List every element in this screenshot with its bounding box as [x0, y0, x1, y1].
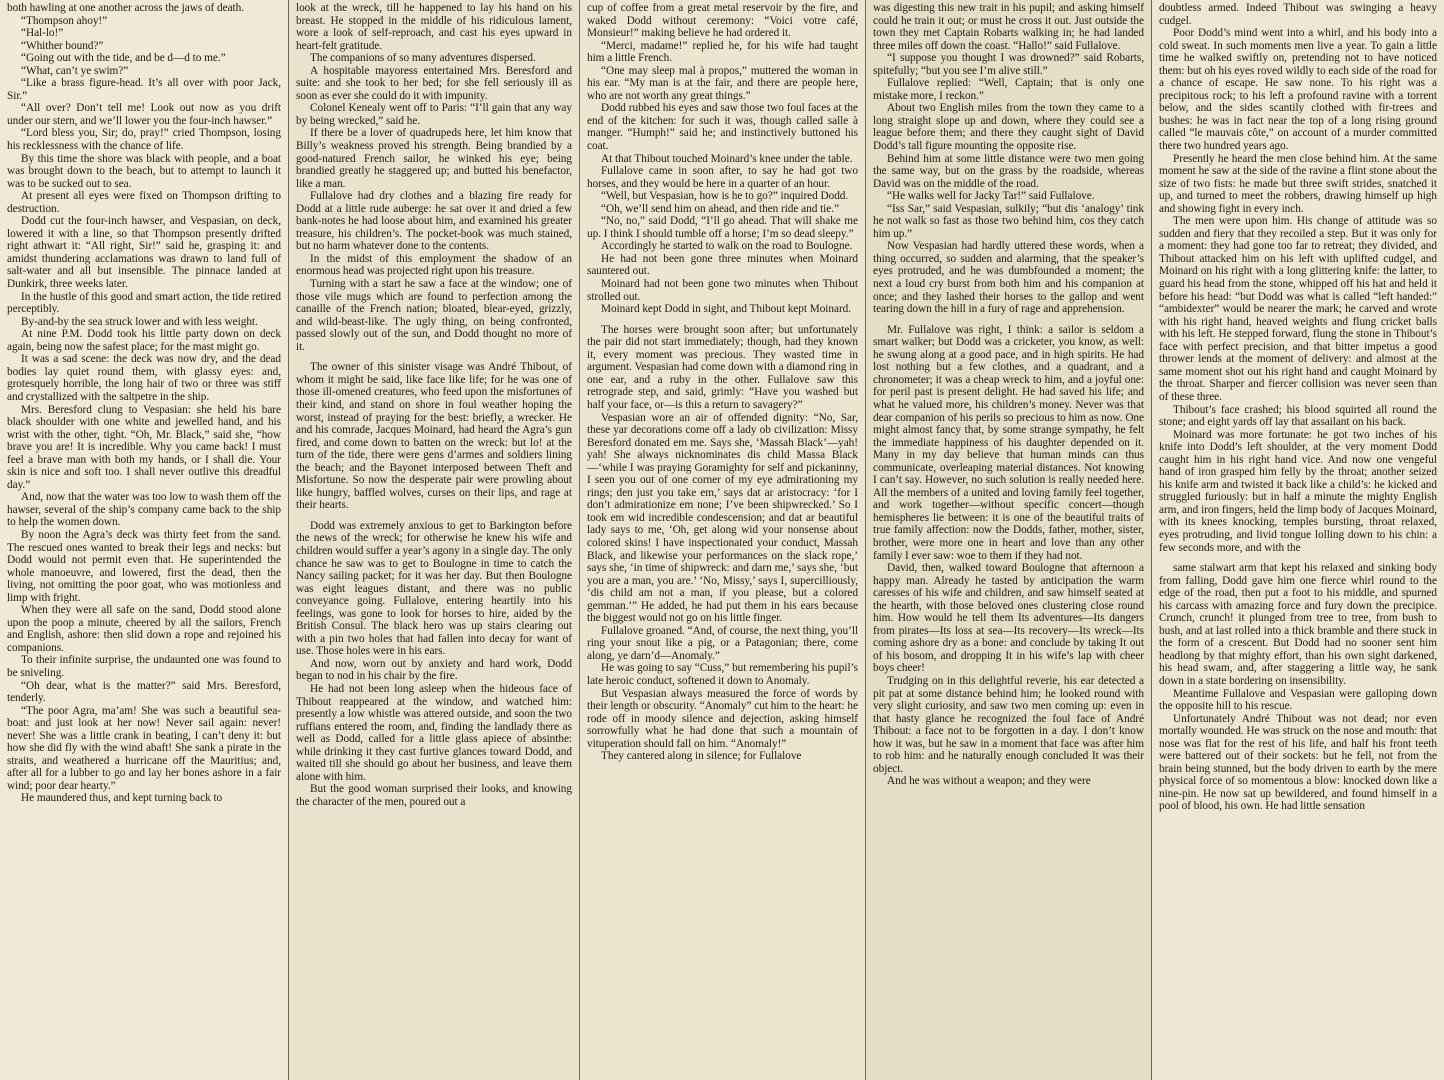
article-paragraph: “One may sleep mal à propos,” muttered the woman in his ear. “My man is at the fair, and there are people here, who are not worth any great things.”: [587, 64, 858, 102]
article-paragraph: And now, worn out by anxiety and hard work, Dodd began to nod in his chair by the fire.: [296, 657, 572, 683]
article-paragraph: “Whither bound?”: [21, 39, 104, 52]
article-paragraph: By this time the shore was black with people, and a boat was brought down to the beach, but to attempt to launch it was to be sucked out to sea.: [7, 152, 281, 190]
article-paragraph: At that Thibout touched Moinard’s knee under the table.: [601, 152, 853, 165]
article-paragraph: In the midst of this employment the shadow of an enormous head was projected right upon his treasure.: [296, 252, 572, 278]
article-paragraph: look at the wreck, till he happened to lay his hand on his breast. He stopped in the middle of his ridiculous lament, wore a look of self-reproach, and cast his eyes upward in heart-felt gratitude.: [296, 2, 572, 52]
article-paragraph: “Like a brass figure-head. It’s all over with poor Jack, Sir.”: [7, 77, 281, 102]
article-paragraph: Turning with a start he saw a face at the window; one of those vile mugs which are found to perfection among the canaille of the French nation; bloated, blear-eyed, grizzly, and wild-beast-like. The ugly thing, on being confronted, passed slowly out of the sun, and Dodd thought no more of it.: [296, 278, 572, 353]
article-paragraph: Fullalove replied: “Well, Captain; that is only one mistake more, I reckon.”: [873, 77, 1144, 102]
article-paragraph: He maundered thus, and kept turning back to: [21, 792, 223, 805]
column-5: [1152, 0, 1444, 1080]
article-paragraph: It was a sad scene: the deck was now dry, and the dead bodies lay quiet round them, with glassy eyes: and, grotesquely horrible, the long hair of two or three was stiff and crystallized with the saltpetre in the ship.: [7, 353, 281, 403]
article-paragraph: both hawling at one another across the jaws of death.: [7, 2, 245, 14]
article-paragraph: Fullalove came in soon after, to say he had got two horses, and they would be here in a quarter of an hour.: [587, 165, 858, 190]
article-paragraph: David, then, walked toward Boulogne that afternoon a happy man. Already he tasted by anticipation the warm caresses of his wife and children, and saw himself seated at the hearth, with those beloved ones clustering close round him. How would he tell them Its adventures—Its dangers from pirates—Its loss at sea—Its recovery—Its wreck—Its coming ashore dry as a bone: and conclude by taking It out of his bosom, and dropping It in his wife’s lap with cheer boys cheer!: [873, 562, 1144, 675]
column-2: [289, 0, 579, 1080]
article-paragraph: “Merci, madame!” replied he, for his wife had taught him a little French.: [587, 39, 858, 65]
article-paragraph: To their infinite surprise, the undaunted one was found to be sniveling.: [7, 654, 281, 679]
article-paragraph: “Lord bless you, Sir; do, pray!” cried Thompson, losing his recklessness with the chance of life.: [7, 127, 281, 153]
section-gap: [587, 316, 858, 324]
article-paragraph: Mrs. Beresford clung to Vespasian: she held his bare black shoulder with one white and jewelled hand, and his wrist with the other, tight. “Oh, Mr. Black,” said she, “how brave you are! It is incredible. Why you came back! I must feel a brave man with both my hands, or I shall die. Your skin is nice and soft too. I shall never outlive this dreadful day.”: [7, 403, 281, 491]
article-paragraph: The owner of this sinister visage was André Thibout, of whom it might be said, like face like life; for he was one of those ill-omened creatures, who feed upon the misfortunes of their kind, and stand on shore in foul weather hoping the worst, instead of praying for the best: briefly, a wrecker. He and his comrade, Jacques Moinard, had heard the Agra’s gun fired, and come down to batten on the wreck: but lo! at the turn of the tide, there were gens d’armes and soldiers lining the beach; and the Bayonet interposed between Theft and Misfortune. So now the desperate pair were prowling about like hungry, baffled wolves, curses on their lips, and rage at their hearts.: [296, 361, 572, 512]
article-paragraph: Moinard kept Dodd in sight, and Thibout kept Moinard.: [601, 303, 852, 316]
article-paragraph: About two English miles from the town they came to a long straight slope up and down, where they could see a league before them; and there they caught sight of David Dodd’s tall figure mounting the opposite rise.: [873, 102, 1144, 153]
article-paragraph: And he was without a weapon; and they were: [887, 775, 1091, 788]
article-paragraph: By-and-by the sea struck lower and with less weight.: [21, 315, 258, 328]
article-paragraph: Fullalove groaned. “And, of course, the next thing, you’ll ring your snout like a pig, or a Patagonian; there, come along, ye darn’d—Anomaly.”: [587, 624, 858, 662]
article-paragraph: “What, can’t ye swim?”: [21, 64, 129, 77]
article-paragraph: If there be a lover of quadrupeds here, let him know that Billy’s weakness proved his strength. Being brandied by a good-natured French sailor, he winked his eye; being brandied greatly he staggered up; and butted his benefactor, like a man.: [296, 127, 572, 190]
article-paragraph: Moinard was more fortunate: he got two inches of his knife into Dodd’s left shoulder, at the very moment Dodd caught him in his right hand vice. And now one vengeful hand of iron grasped him felly by the throat; another seized his knife arm and twisted it back like a child’s: he kicked and struggled furiously: but in half a minute the mighty English arm, and iron fingers, held the limp body of Jacques Moinard, with its knees knocking, temples bursting, throat relaxed, eyes protruding, and livid tongue lolling down to his chin: a few seconds more, and with the: [1159, 428, 1437, 554]
column-3: [580, 0, 865, 1080]
article-paragraph: Dodd rubbed his eyes and saw those two foul faces at the end of the kitchen: for such it was, though called salle à manger. “Humph!” said he; and instinctively buttoned his coat.: [587, 102, 858, 153]
article-paragraph: Dodd was extremely anxious to get to Barkington before the news of the wreck; for otherwise he knew his wife and children would suffer a year’s agony in a single day. The only chance he saw was to get to Boulogne in time to catch the Nancy sailing packet; for it was her day. But then Boulogne was eight leagues distant, and there was no public conveyance going. Fullalove, entering heartily into his feelings, was gone to look for horses to hire, aided by the British Consul. The black hero was up stairs clearing out with a pin two holes that had fallen into decay for want of use. Those holes were in his ears.: [296, 519, 573, 658]
article-paragraph: “Iss Sar,” said Vespasian, sulkily; “but dis ‘analogy’ tink he not walk so fast as those two behind him, cos they catch him up.”: [873, 202, 1144, 240]
article-paragraph: Behind him at some little distance were two men going the same way, but on the grass by the roadside, whereas David was on the middle of the road.: [873, 152, 1144, 190]
article-paragraph: The companions of so many adventures dispersed.: [310, 52, 536, 65]
article-paragraph: Moinard had not been gone two minutes when Thibout strolled out.: [587, 278, 858, 303]
article-paragraph: He had not been long asleep when the hideous face of Thibout reappeared at the window, and watched him: presently a low whistle was attered outside, and soon the two ruffians entered the room, and, finding the landlady there as well as Dodd, called for a little glass apiece of absinthe: while drinking it they cast furtive glances toward Dodd, and waited till she should go about her business, and leave them alone with him.: [296, 682, 572, 783]
article-paragraph: And, now that the water was too low to wash them off the hawser, several of the ship’s company came back to the ship to help the women down.: [7, 491, 281, 529]
column-1: [0, 0, 288, 1080]
article-paragraph: A hospitable mayoress entertained Mrs. Beresford and suite: and she took to her bed; for she fell seriously ill as soon as ever she could do it with impunity.: [296, 64, 572, 102]
article-paragraph: “He walks well for Jacky Tar!” said Fullalove.: [887, 190, 1095, 203]
article-paragraph: Dodd cut the four-inch hawser, and Vespasian, on deck, lowered it with a line, so that Thompson presently drifted right athwart it: “All right, Sir!” said he, grasping it: and amidst thundering acclamations was drawn to land full of salt-water and all but insensible. The pinnace landed at Dunkirk, three weeks later.: [7, 215, 281, 291]
article-paragraph: Accordingly he started to walk on the road to Boulogne.: [601, 240, 853, 253]
article-paragraph: They cantered along in silence; for Fullalove: [601, 750, 802, 763]
article-paragraph: The horses were brought soon after; but unfortunately the pair did not start immediately; though, had they known it, every moment was precious. They wasted time in argument. Vespasian had come down with a diamond ring in one ear, and a ruby in the other. Fullalove saw this retrograde step, and said, grimly: “Have you washed but half your face, or—is this a return to savagery?”: [587, 323, 858, 411]
article-paragraph: “Hal-lo!”: [21, 27, 64, 40]
article-paragraph: He was going to say “Cuss,” but remembering his pupil’s late heroic conduct, softened it down to Anomaly.: [587, 662, 858, 687]
article-paragraph: Trudging on in this delightful reverie, his ear detected a pit pat at some distance behind him; he looked round with very slight curiosity, and saw two men coming up: even in that hasty glance he recognized the foul face of André Thibout: a face not to be forgotten in a day. I don’t know how it was, but he saw in a moment that face was after him to rob him: and he naturally enough concluded It was their object.: [873, 674, 1144, 775]
article-paragraph: In the hustle of this good and smart action, the tide retired perceptibly.: [7, 290, 281, 316]
article-paragraph: “Going out with the tide, and be d—d to me.”: [21, 52, 226, 65]
article-paragraph: He had not been gone three minutes when Moinard sauntered out.: [587, 252, 858, 278]
article-paragraph: But the good woman surprised their looks, and knowing the character of the men, poured out a: [296, 783, 572, 808]
article-paragraph: “Oh dear, what is the matter?” said Mrs. Beresford, tenderly.: [7, 679, 281, 705]
article-paragraph: At present all eyes were fixed on Thompson drifting to destruction.: [7, 190, 281, 215]
article-paragraph: Poor Dodd’s mind went into a whirl, and his body into a cold sweat. In such moments men live a year. To gain a little time he walked swiftly on, pretending not to have noticed them: but oh his eyes roved wildly to each side of the road for a chance of escape. He saw none. To his right was a precipitous rock; to his left a profound ravine with a torrent below, and the sides scantily clothed with fir-trees and bushes: he was in fact near the top of a long rising ground called “le mauvais côte,” on account of a murder committed there two hundred years ago.: [1159, 27, 1437, 153]
section-gap: [296, 512, 572, 520]
article-paragraph: Thibout’s face crashed; his blood squirted all round the stone; and eight yards off lay that assailant on his back.: [1159, 403, 1437, 429]
article-paragraph: “Oh, we’ll send him on ahead, and then ride and tie.”: [601, 202, 839, 215]
section-gap: [296, 353, 572, 361]
article-paragraph: “All over? Don’t tell me! Look out now as you drift under our stern, and we’ll lower you the four-inch hawser.”: [7, 102, 281, 127]
article-paragraph: “Thompson ahoy!”: [21, 14, 108, 27]
article-paragraph: When they were all safe on the sand, Dodd stood alone upon the poop a minute, cheered by all the sailors, French and English, ashore: then slid down a rope and rejoined his companions.: [7, 604, 281, 654]
article-paragraph: Meantime Fullalove and Vespasian were galloping down the opposite hill to his rescue.: [1159, 687, 1437, 713]
article-paragraph: The men were upon him. His change of attitude was so sudden and fiery that they recoiled a step. But it was only for a moment: they had gone too far to retreat; they divided, and Thibout attacked him on his left with uplifted cudgel, and Moinard on his right with a long glittering knife: the latter, to guard his head from the stone, whipped off his hat and held it before his head: “but Dodd was what is called “left handed:” “ambidexter” would be nearer the mark; he carved and wrote with his right hand, heaved weights and flung cricket balls with his left. He stepped forward, flung the stone in Thibout’s face with perfect precision, and that bitter impetus a good thrower lends at the moment of delivery: and almost at the same moment shot out his right hand and caught Moinard by the throat. Sharper and fiercer collision was never seen than of these three.: [1159, 215, 1437, 403]
section-gap: [1159, 554, 1437, 562]
article-paragraph: But Vespasian always measured the force of words by their length or obscurity. “Anomaly” cut him to the heart: he rode off in moody silence and dejection, asking himself sorrowfully what he had done that such a mountain of vituperation should fall on him. “Anomaly!”: [587, 687, 858, 750]
article-paragraph: doubtless armed. Indeed Thibout was swinging a heavy cudgel.: [1159, 2, 1437, 27]
article-paragraph: “Well, but Vespasian, how is he to go?” inquired Dodd.: [601, 190, 849, 203]
article-paragraph: cup of coffee from a great metal reservoir by the fire, and waked Dodd without ceremony: “Voici votre café, Monsieur!” making believe he had ordered it.: [587, 2, 858, 40]
article-paragraph: “The poor Agra, ma’am! She was such a beautiful sea-boat: and just look at her now! Never sail again: never! never! She was a little crank in beating, I can’t deny it: but how she did fly with the wind abaft! She sank a pirate in the straits, and weathered a hurricane off the Mauritius; and, after all for a lubber to go and lay her bones ashore in a fair wind; poor dear hearty.”: [7, 704, 281, 792]
article-paragraph: Unfortunately André Thibout was not dead; nor even mortally wounded. He was struck on the nose and mouth: that nose was flat for the rest of his life, and half his front teeth were battered out of their sockets: but he fell, not from the brain being stunned, but the body driven to earth by the mere physical force of so momentous a blow: knocked down like a nine-pin. He now sat up bewildered, and found himself in a pool of blood, his own. He had little sensation: [1159, 712, 1437, 813]
section-gap: [873, 316, 1144, 324]
article-paragraph: Now Vespasian had hardly uttered these words, when a thing occurred, so sudden and alarming, that the speaker’s eyes protruded, and he was dumbfounded a moment; the next a loud cry burst from both him and his companion at once; and they lashed their horses to the gallop and went tearing down the hill in a fury of rage and apprehension.: [873, 240, 1144, 316]
article-paragraph: same stalwart arm that kept his relaxed and sinking body from falling, Dodd gave him one fierce whirl round to the edge of the road, then put a foot to his middle, and spurned his carcass with amazing force and fury down the precipice. Crunch, crunch! it plunged from tree to tree, from bush to bush, and at last rolled into a thick bramble and there stuck in the form of a crescent. But Dodd had no sooner sent him headlong by that mighty effort, than his own sight darkened, his head swam, and, after staggering a little way, he sank down in a state bordering on insensibility.: [1159, 562, 1437, 687]
article-paragraph: Mr. Fullalove was right, I think: a sailor is seldom a smart walker; but Dodd was a cricketer, you know, as well: he swung along at a good pace, and in high spirits. He had lost nothing but a few clothes, and a quadrant, and a chronometer; it was a cheap wreck to him, and a joyful one: for peril past is present delight. He had saved his life; and what he valued more, his children’s money. Never was that dear companion of his perils so precious to him as now. One might almost fancy that, by some strange sympathy, he felt the immediate happiness of his daughter depended on it. Many in my day believe that human minds can thus communicate, overleaping material distances. Not knowing I can’t say. However, no such solution is really needed here. All the members of a united and loving family feel together, and work together—without specific concert—though hemispheres lie between: it is one of the beautiful traits of true family affection: now the Dodds, father, mother, sister, brother, were more one in heart and love than any other family I ever saw: woe to them if they had not.: [873, 323, 1144, 562]
article-paragraph: By noon the Agra’s deck was thirty feet from the sand. The rescued ones wanted to break their legs and necks: but Dodd would not permit even that. He superintended the whole manoeuvre, and lowered, first the dead, then the living, not omitting the poor goat, who was motionless and limp with fright.: [7, 528, 281, 604]
article-paragraph: Colonel Kenealy went off to Paris: “I’ll gain that any way by being wrecked,” said he.: [296, 102, 572, 127]
article-paragraph: was digesting this new trait in his pupil; and asking himself could he train it out; or must he cross it out. Just outside the town they met Captain Robarts walking in; he had landed three miles off down the coast. “Hallo!” said Fullalove.: [873, 2, 1144, 52]
article-paragraph: Presently he heard the men close behind him. At the same moment he saw at the side of the ravine a flint stone about the size of two fists: he made but three swift strides, snatched it up, and turned to meet the robbers, drawing himself up high and showing fight in every inch.: [1159, 152, 1437, 215]
column-4: [866, 0, 1151, 1080]
article-paragraph: Vespasian wore an air of offended dignity: “No, Sar, these yar decorations come off a lady ob civilization: Missy Beresford donated em me. Says she, ‘Massah Black’—yah! yah! She always nicknominates dis child Massa Black—‘while I was praying Goramighty for self and pickaninny, I seen you out of one corner of my eye admirationing my rings; den just you take em,’ says dat ar aristocracy: ‘for I don’t admirationize em none; I’ve been shipwrecked.’ So I took em wid incredible condescension; and dat ar beautiful lady says to me, ‘Oh, get along wid your nonsense about colored skins! I have inspectionated your conduct, Massah Black, and likewise your performances on the slack rope,’ says she, ‘in time of shipwreck: and darn me,’ says she, ‘but you are a man, you are.’ ‘No, Missy,’ says I, supercilliously, ‘dis child am not a man, if you please, but a colored gemman.’” He added, he had put them in his ears because the biggest would not go on his little finger.: [587, 411, 858, 625]
article-paragraph: “No, no,” said Dodd, “I’ll go ahead. That will shake me up. I think I should tumble off a horse; I’m so dead sleepy.”: [587, 215, 858, 240]
article-paragraph: Fullalove had dry clothes and a blazing fire ready for Dodd at a little rude auberge: he sat over it and dried a few bank-notes he had loose about him, and examined his greater treasure, his children’s. The pocket-book was much stained, but no harm whatever done to the contents.: [296, 190, 572, 253]
article-paragraph: At nine P.M. Dodd took his little party down on deck again, being now the safest place; for the mast might go.: [7, 328, 281, 353]
article-paragraph: “I suppose you thought I was drowned?” said Robarts, spitefully; “but you see I’m alive still.”: [873, 52, 1144, 77]
